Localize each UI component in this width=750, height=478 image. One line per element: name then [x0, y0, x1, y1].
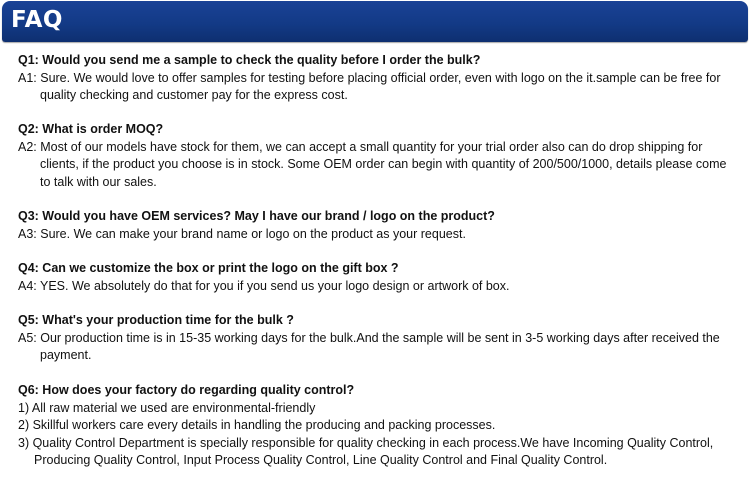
- faq-answer-1: A1: Sure. We would love to offer samples for testing before placing official order, even with logo on the it.sample can be free for quality checking and customer pay for the express cost.: [18, 70, 721, 102]
- faq-header-banner: [0, 0, 750, 45]
- quality-point-3: 3) Quality Control Department is specially responsible for quality checking in each process.We have Incoming Quality Control, Producing Quality Control, Input Process Quality Control, Line Quality Control and Final Quality Control.: [18, 435, 714, 467]
- faq-question-2: Q2: What is order MOQ?: [18, 122, 164, 136]
- faq-answer-4: A4: YES. We absolutely do that for you if you send us your logo design or artwork of box.: [18, 278, 510, 293]
- quality-point-2: 2) Skillful workers care every details in handling the producing and packing processes.: [18, 418, 496, 432]
- faq-item-6: [18, 382, 740, 470]
- faq-answer-3: A3: Sure. We can make your brand name or logo on the product as your request.: [18, 226, 466, 241]
- faq-item-3: [18, 208, 740, 243]
- faq-question-4: Q4: Can we customize the box or print the logo on the gift box ?: [18, 261, 399, 275]
- page-title: FAQ: [11, 7, 63, 33]
- faq-answer-2: A2: Most of our models have stock for them, we can accept a small quantity for your trial order also can do drop shipping for clients, if the product you choose is in stock. Some OEM order can begin with quantity of 200/500/1000, details please come to talk with our sales.: [18, 139, 727, 189]
- quality-point-1: 1) All raw material we used are environmental-friendly: [18, 400, 316, 415]
- faq-item-1: [18, 52, 740, 105]
- faq-question-1: Q1: Would you send me a sample to check the quality before I order the bulk?: [18, 53, 481, 67]
- header-bar: [2, 1, 748, 42]
- faq-question-6: Q6: How does your factory do regarding quality control?: [18, 383, 355, 397]
- faq-item-2: [18, 121, 740, 191]
- faq-answer-5: A5: Our production time is in 15-35 working days for the bulk.And the sample will be sent in 3-5 working days after received the payment.: [18, 330, 720, 362]
- faq-item-4: [18, 260, 740, 295]
- faq-question-3: Q3: Would you have OEM services? May I have our brand / logo on the product?: [18, 209, 495, 223]
- faq-item-5: [18, 312, 740, 365]
- faq-question-5: Q5: What's your production time for the bulk ?: [18, 313, 294, 327]
